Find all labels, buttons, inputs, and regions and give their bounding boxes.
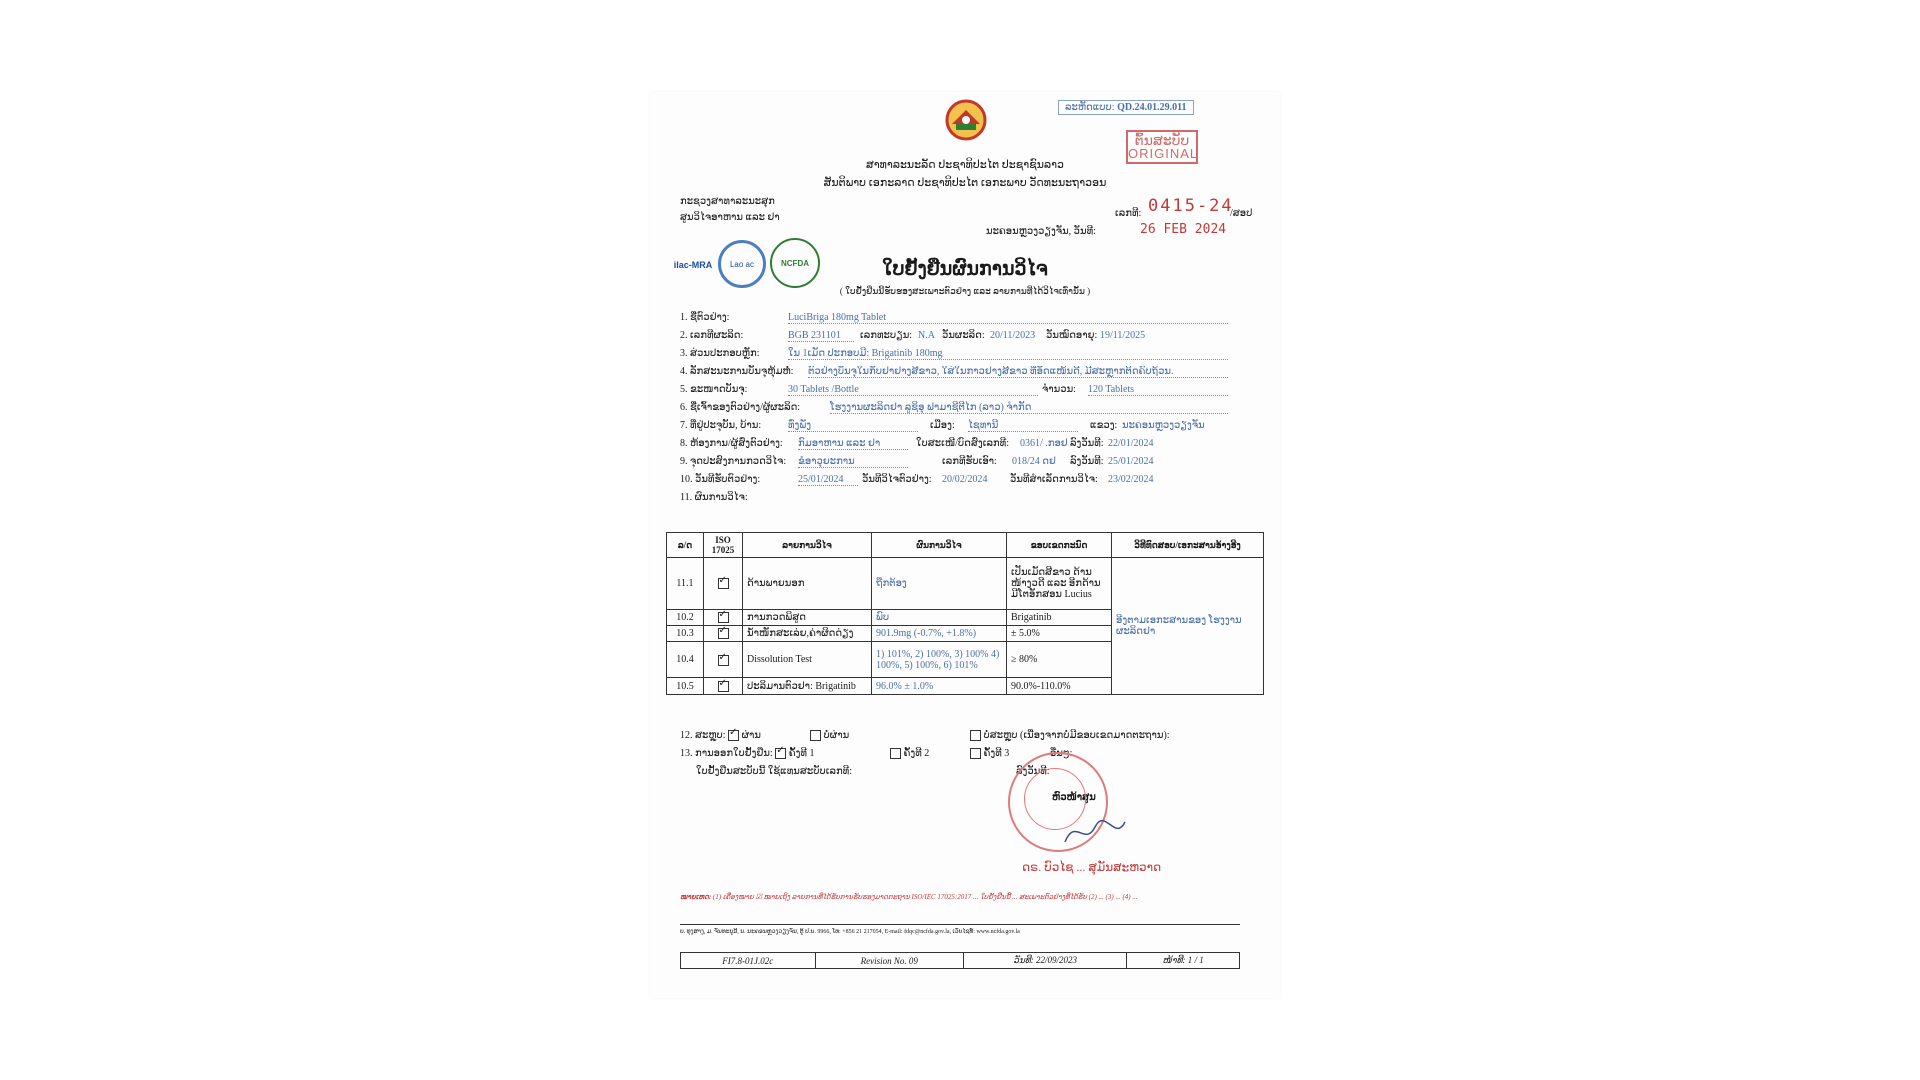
info-row-8: 8. ຫ້ອງການ/ຜູ້ສົ່ງຕົວຢ່າງ: ກົມອາຫານ ແລະ ຢາ ໃບສະເໜີ/ບົດສົ່ງເລກທີ: 0361/ .ກອຢ ລົງວັນທີ: 22/01/2024 — [680, 438, 1154, 449]
signatory-name: ດຣ. ບົວໄຊ ... ສຸມັນສະຫວາດ — [1022, 860, 1162, 874]
table-row: 10.5 ✓ ປະລິມານຕົວຢາ: Brigatinib 96.0% ± 1.0% 90.0%-110.0% — [667, 678, 1264, 694]
document-title: ໃບຢັ້ງຢືນຜົນການວິໄຈ — [882, 259, 1048, 280]
iso-checkbox — [718, 681, 729, 692]
info-row-2: 2. ເລກທີຜະລິດ: BGB 231101 ເລກທະບຽນ: N.A ວັນຜະລິດ: 20/11/2023 ວັນໝົດອາຍຸ: 19/11/2025 — [680, 330, 1146, 341]
notes: ໝາຍເຫດ: (1) ເຄື່ອງໝາຍ ☑ ໝາຍເຖິງ ລາຍການທີ່ໄດ້ຮັບການຮັບຮອງມາດຕະຖານ ISO/IEC 17025:2017 ... ໃບຢັ້ງຢືນນີ້ ... ສະເພາະຕົວຢ່າງທີ່ໄດ້ຮັບ (2) ... (3) ... (4) ... — [680, 893, 1138, 901]
table-row: 10.2 ✓ ການກວດພິສູດ ພົບ Brigatinib — [667, 610, 1264, 626]
doc-number: 0415-24 — [1148, 196, 1234, 216]
signature-icon — [1060, 812, 1130, 852]
info-row-3: 3. ສ່ວນປະກອບຫຼັກ: ໃນ 1ເມັດ ປະກອບມີ: Brigatinib 180mg — [680, 348, 1260, 359]
national-emblem-icon — [938, 98, 994, 142]
original-stamp: ຕົ້ນສະບັບ ORIGINAL — [1126, 130, 1198, 164]
conclusion-row: 12. ສະຫຼຸບ: ✓ ຜ່ານ ບໍ່ຜ່ານ ບໍ່ສະຫຼຸບ (ເນື່ອງຈາກບໍ່ມີຂອບເຂດມາດຕະຖານ): — [680, 730, 1240, 741]
issuance-row: 13. ການອອກໃບຢັ້ງຢືນ: ✓ ຄັ້ງທີ 1 ຄັ້ງທີ 2 ຄັ້ງທີ 3 ອື່ນໆ: — [680, 748, 1240, 759]
info-row-6: 6. ຊື່ເຈົ້າຂອງຕົວຢ່າງ/ຜູ້ຜະລິດ: ໂຮງງານຜະລິດຢາ ລູຊິອຸ ຟາມາຊີຕີໄກ (ລາວ) ຈຳກັດ — [680, 402, 1260, 413]
table-row: 10.3 ✓ ນ້ຳໜັກສະເລ່ຍ,ຄ່າຜິດດ່ຽງ 901.9mg (-0.7%, +1.8%) ± 5.0% — [667, 626, 1264, 642]
form-footer: FI7.8-01J.02c Revision No. 09 ວັນທີ: 22/09/2023 ໜ້າທີ: 1 / 1 — [680, 952, 1240, 969]
replacement-row: ໃບຢັ້ງຢືນສະບັບນີ້ ໃຊ້ແທນສະບັບເລກທີ: ລົງວັນທີ: — [696, 766, 1050, 777]
table-row: 10.4 ✓ Dissolution Test 1) 101%, 2) 100%, 3) 100% 4) 100%, 5) 100%, 6) 101% ≥ 80% — [667, 642, 1264, 678]
certificate-page — [650, 92, 1280, 998]
results-table — [666, 532, 1264, 695]
lao-ac-logo: Lao ac — [718, 240, 766, 288]
iso-checkbox — [718, 655, 729, 666]
ncfda-logo: NCFDA — [770, 238, 820, 288]
info-row-5: 5. ຂະໜາດບັນຈຸ: 30 Tablets /Bottle ຈຳນວນ: 120 Tablets — [680, 384, 1260, 395]
country-motto: ສັນຕິພາບ ເອກະລາດ ປະຊາທິປະໄຕ ເອກະພາບ ວັດທະນະຖາວອນ — [823, 177, 1107, 189]
table-row: 11.1 ✓ ດ້ານພາຍນອກ ຖືກຕ້ອງ ເປັນເມັດສີຂາວ ດ້ານໜ້າງວດີ ແລະ ອີກດ້ານ ມີໂຕອັກສອນ Lucius ອີງຕາມເອກະສານຂອງ ໂຮງງານຜະລິດຢາ — [667, 558, 1264, 610]
info-row-4: 4. ລັກສະນະການບັນຈຸຫຸ້ມຫໍ່: ຕົວຢ່າງບັນຈຸໃນກັບຢາຢາງສີຂາວ, ໃສ່ໃນກາວຢາງສີຂາວ ທີ່ອັດແໜ້ນດີ, ມີສະຫຼາກຕິດຄົບຖ້ວນ. — [680, 366, 1260, 377]
ilac-mra-logo: ilac-MRA — [673, 260, 713, 270]
issue-2-checkbox[interactable] — [890, 748, 901, 759]
pass-checkbox[interactable] — [728, 730, 739, 741]
doc-number-label: ເລກທີ: — [1115, 208, 1142, 219]
signatory-title: ຫົວໜ້າສູນ — [1052, 792, 1096, 803]
fail-checkbox[interactable] — [810, 730, 821, 741]
issue-date-stamp: 26 FEB 2024 — [1140, 222, 1227, 237]
iso-checkbox — [718, 628, 729, 639]
sample-name: LuciBriga 180mg Tablet — [788, 312, 1228, 324]
doc-number-suffix: /ສອປ — [1230, 208, 1253, 219]
divider — [680, 924, 1240, 925]
iso-checkbox — [718, 578, 729, 589]
contact-address: ບ. ທຸງສາງ, ມ. ຈັນທະບູລີ, ນ. ນະຄອນຫຼວງວຽງຈັນ, ຕູ້ ປ.ນ. 9966, ໂທ: +856 21 217054, E-mail: fdqc@ncfda.gov.la, ເວັບໄຊທ໌: www.ncfda.gov.la — [680, 929, 1020, 935]
info-row-10: 10. ວັນທີຮັບຕົວຢ່າງ: 25/01/2024 ວັນທີວິໄຈຕົວຢ່າງ: 20/02/2024 ວັນທີສຳເລັດການວິໄຈ: 23/02/2024 — [680, 474, 1154, 485]
iso-checkbox — [718, 612, 729, 623]
issue-3-checkbox[interactable] — [970, 748, 981, 759]
document-subtitle: ( ໃບຢັ້ງຢືນນີ້ຮັບຮອງສະເພາະຕົວຢ່າງ ແລະ ລາຍການທີ່ໄດ້ວິໄຈເທົ່ານັ້ນ ) — [839, 286, 1091, 296]
ministry-name: ກະຊວງສາທາລະນະສຸກ — [680, 196, 775, 207]
info-row-11: 11. ຜົນການວິໄຈ: — [680, 492, 748, 503]
place-date-label: ນະຄອນຫຼວງວຽງຈັນ, ວັນທີ: — [986, 226, 1096, 237]
test-method: ອີງຕາມເອກະສານຂອງ ໂຮງງານຜະລິດຢາ — [1112, 558, 1264, 695]
reference-code: ລະຫັດແບບ: QD.24.01.29.011 — [1058, 100, 1194, 115]
center-name: ສູນວິໄຈອາຫານ ແລະ ຢາ — [680, 212, 780, 223]
info-row-9: 9. ຈຸດປະສົງການກວດວິໄຈ: ຂໍອາວຸຍະການ ເລກທີຮັບເອົາ: 018/24 ດຢ ລົງວັນທີ: 25/01/2024 — [680, 456, 1154, 467]
no-conclusion-checkbox[interactable] — [970, 730, 981, 741]
info-row-1: 1. ຊື່ຕົວຢ່າງ: LuciBriga 180mg Tablet — [680, 312, 1260, 323]
table-header-row: ລ/ດ ISO 17025 ລາຍການວິໄຈ ຜົນການວິໄຈ ຂອບເຂດກະນົດ ວິທີທົດສອບ/ເອກະສານອ້າງອີງ — [667, 533, 1264, 558]
issue-1-checkbox[interactable] — [775, 748, 786, 759]
country-name: ສາທາລະນະລັດ ປະຊາທິປະໄຕ ປະຊາຊົນລາວ — [866, 159, 1064, 171]
info-row-7: 7. ທີ່ຢູ່ປະຈຸບັນ, ບ້ານ: ທົ່ງພັງ ເມືອງ: ໄຊທານີ ແຂວງ: ນະຄອນຫຼວງວຽງຈັນ — [680, 420, 1205, 431]
